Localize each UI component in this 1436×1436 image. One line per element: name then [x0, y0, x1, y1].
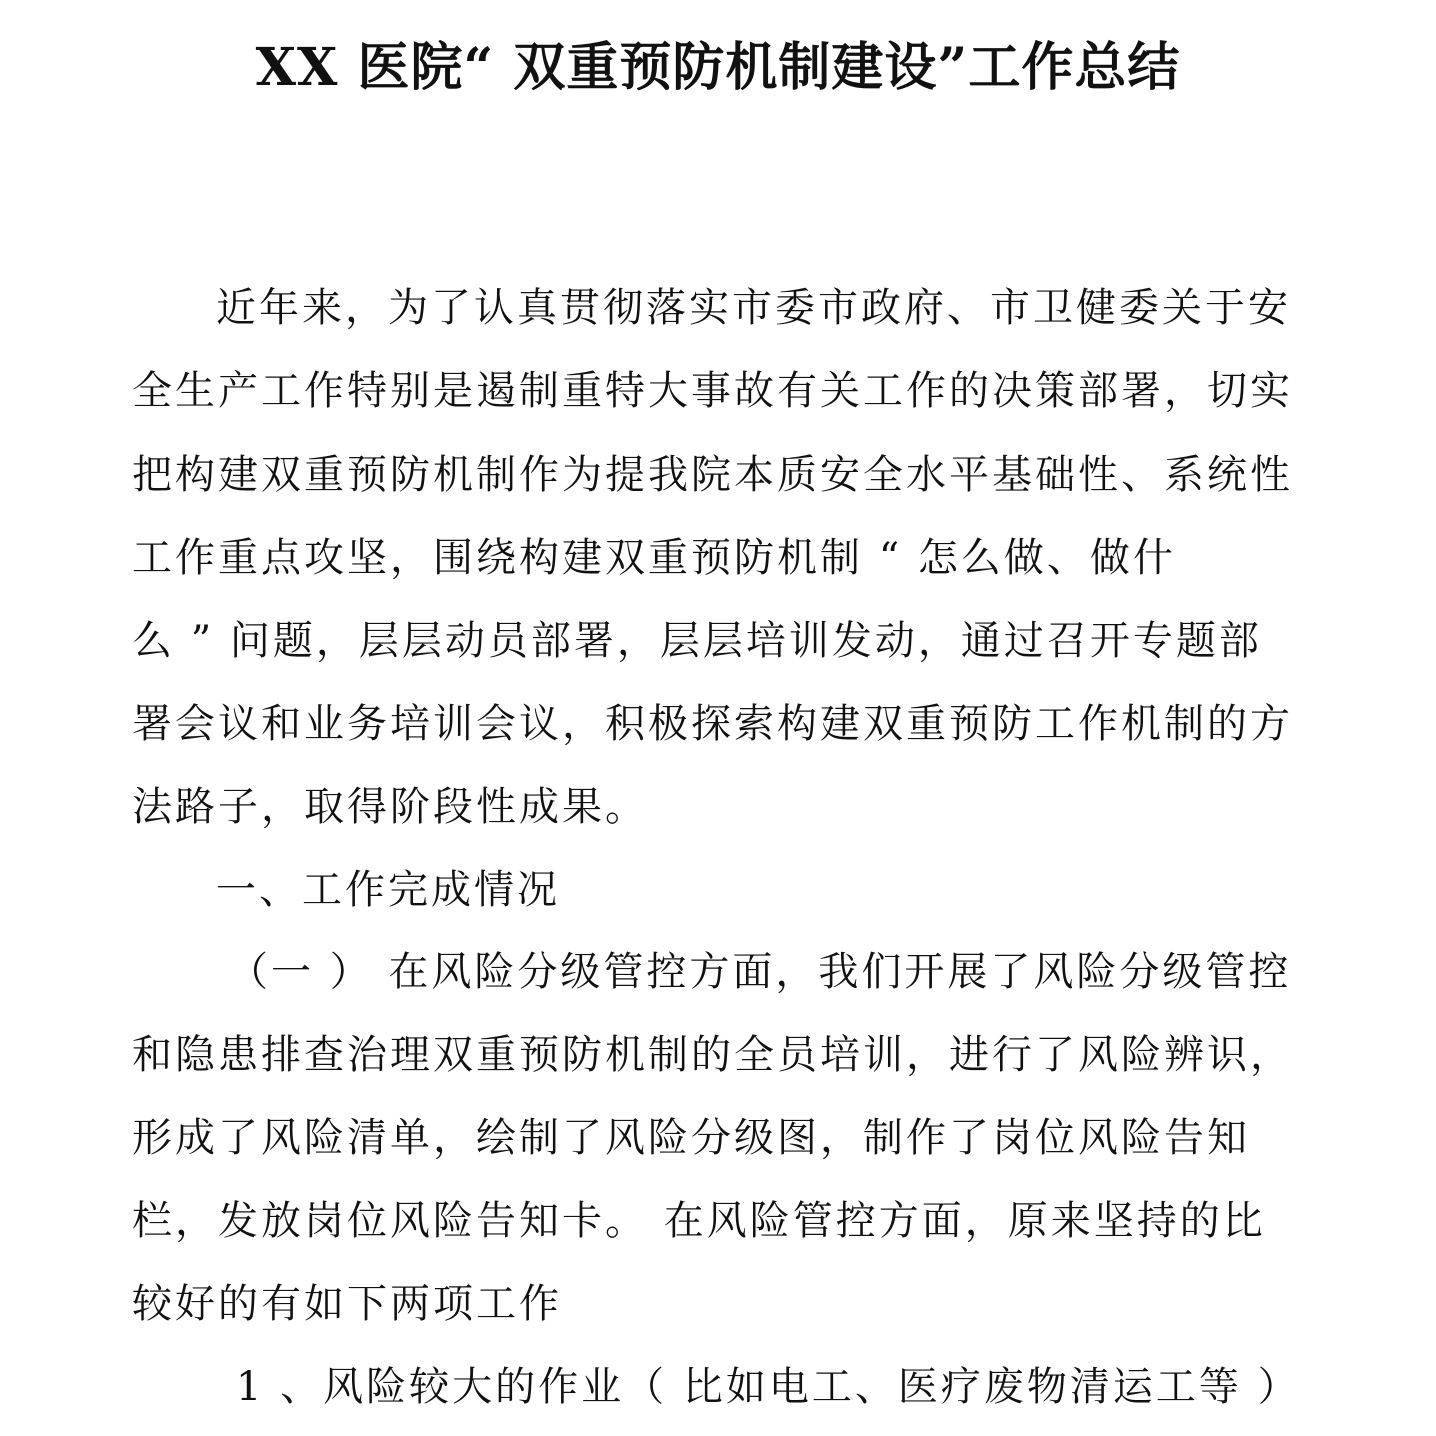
list-item-line: 1 、风险较大的作业（ 比如电工、医疗废物清运工等 ） [236, 1364, 1301, 1410]
paragraph-line: 近年来，为了认真贯彻落实市委市政府、市卫健委关于安 [216, 285, 1291, 331]
paragraph-line: 较好的有如下两项工作 [132, 1281, 562, 1327]
paragraph-line: 么 ” 问题，层层动员部署，层层培训发动，通过召开专题部 [132, 618, 1262, 664]
section-heading: 一、工作完成情况 [216, 867, 560, 913]
paragraph-line: 和隐患排查治理双重预防机制的全员培训，进行了风险辨识， [132, 1032, 1293, 1078]
paragraph-line: 栏，发放岗位风险告知卡。 在风险管控方面，原来坚持的比 [132, 1198, 1266, 1244]
paragraph-line: 署会议和业务培训会议，积极探索构建双重预防工作机制的方 [132, 701, 1293, 747]
paragraph-line: （一 ） 在风险分级管控方面，我们开展了风险分级管控 [228, 949, 1292, 995]
paragraph-line: 全生产工作特别是遏制重特大事故有关工作的决策部署，切实 [132, 368, 1293, 414]
paragraph-line: 法路子，取得阶段性成果。 [132, 784, 648, 830]
paragraph-line: 把构建双重预防机制作为提我院本质安全水平基础性、系统性 [132, 452, 1293, 498]
paragraph-line: 形成了风险清单，绘制了风险分级图，制作了岗位风险告知 [132, 1115, 1250, 1161]
document-title: XX 医院“ 双重预防机制建设”工作总结 [255, 37, 1181, 98]
paragraph-line: 工作重点攻坚，围绕构建双重预防机制 “ 怎么做、做什 [132, 535, 1176, 581]
